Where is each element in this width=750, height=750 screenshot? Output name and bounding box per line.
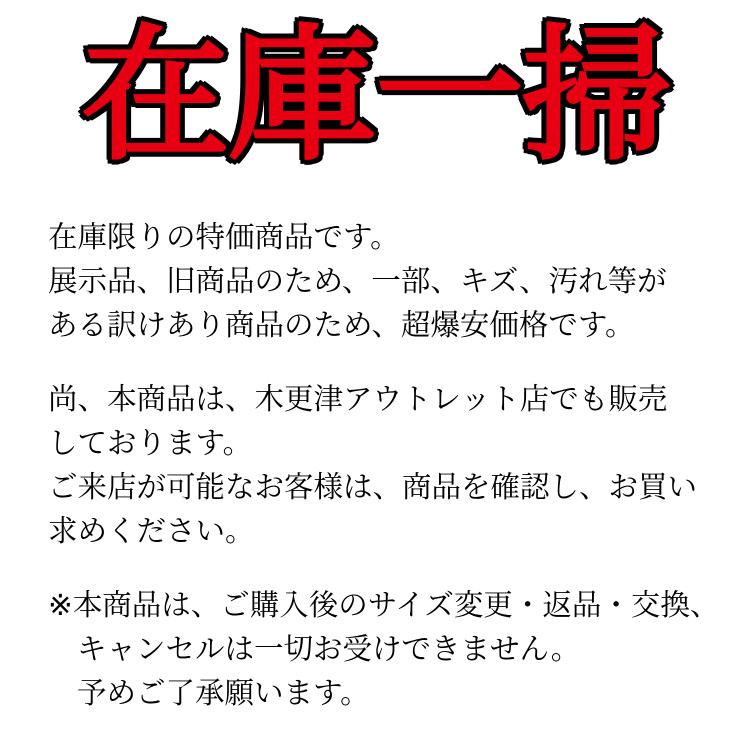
paragraph-stock-limited — [48, 215, 718, 347]
paragraph-outlet-store — [48, 377, 718, 553]
text-line: 展示品、旧商品のため、一部、キズ、汚れ等が — [48, 264, 667, 298]
text-line: キャンセルは一切お受けできません。 — [77, 632, 581, 666]
text-line: ある訳けあり商品のため、超爆安価格です。 — [48, 308, 635, 342]
page-title: 在庫一掃 — [81, 10, 669, 181]
text-line: 予めご了承願います。 — [77, 676, 370, 710]
text-line: しております。 — [48, 426, 253, 460]
text-line: ご来店が可能なお客様は、商品を確認し、お買い — [48, 470, 698, 504]
text-line: 尚、本商品は、木更津アウトレット店でも販売 — [48, 382, 668, 416]
body-copy — [48, 215, 718, 715]
text-line: 在庫限りの特価商品です。 — [48, 220, 400, 254]
text-line: ※本商品は、ご購入後のサイズ変更・返品・交換、 — [48, 588, 720, 622]
paragraph-no-returns — [48, 583, 718, 715]
headline-container — [0, 8, 750, 183]
text-line: 求めください。 — [48, 514, 255, 548]
